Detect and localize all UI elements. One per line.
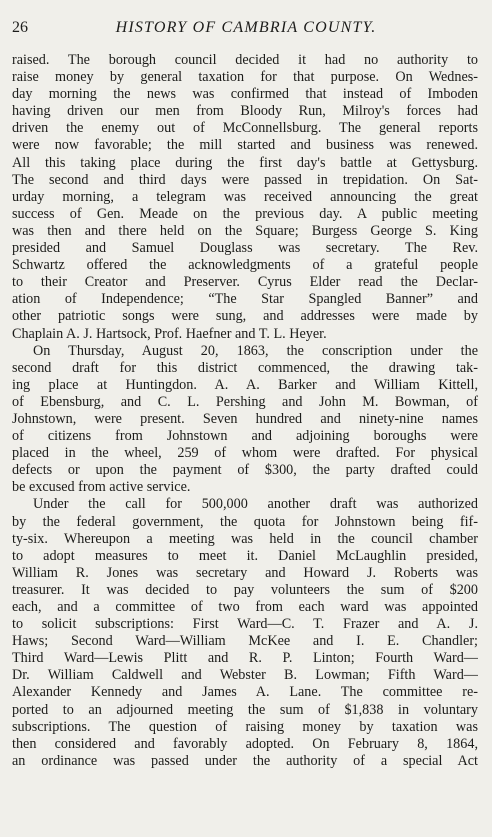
text-line: presided and Samuel Douglass was secretary. The Rev. <box>12 240 478 257</box>
text-line: ported to an adjourned meeting the sum of $1,838 in voluntary <box>12 701 478 718</box>
text-line: of Ebensburg, and C. L. Pershing and John M. Bowman, of <box>12 393 478 410</box>
text-line: an ordinance was passed under the authority of a special Act <box>12 752 478 769</box>
text-line: placed in the wheel, 259 of whom were drafted. For physical <box>12 445 478 462</box>
text-line: On Thursday, August 20, 1863, the conscription under the <box>33 342 478 359</box>
text-line: The second and third days were passed in trepidation. On Sat- <box>12 171 478 188</box>
text-line: each, and a committee of two from each ward was appointed <box>12 599 478 615</box>
text-line: ing place at Huntingdon. A. A. Barker and William Kittell, <box>12 376 478 393</box>
body-text <box>12 52 478 770</box>
text-line: to adopt measures to meet it. Daniel McLaughlin presided, <box>12 547 478 564</box>
text-line: All this taking place during the first day's battle at Gettysburg. <box>12 154 478 171</box>
text-line: second draft for this district commenced, the drawing tak- <box>12 359 478 376</box>
text-line: subscriptions. The question of raising money by taxation was <box>12 718 478 735</box>
text-line: Under the call for 500,000 another draft was authorized <box>33 496 478 513</box>
text-line: Chaplain A. J. Hartsock, Prof. Haefner and T. L. Heyer. <box>12 325 327 342</box>
text-line: was then and there held on the Square; Burgess George S. King <box>12 222 478 239</box>
paragraph-2 <box>12 343 478 497</box>
text-line: to their Creator and Preserver. Cyrus Elder read the Declar- <box>12 274 478 291</box>
text-line: Haws; Second Ward—William McKee and I. E. Chandler; <box>12 633 478 650</box>
paragraph-3 <box>12 496 478 770</box>
text-line: urday morning, a telegram was received announcing the great <box>12 188 478 205</box>
text-line: by the federal government, the quota for Johnstown being fif- <box>12 513 478 530</box>
text-line: were now favorable; the mill started and business was renewed. <box>12 137 478 154</box>
text-line: success of Gen. Meade on the previous day. A public meeting <box>12 205 478 222</box>
text-line: Schwartz offered the acknowledgments of a grateful people <box>12 257 478 274</box>
text-line: ation of Independence; “The Star Spangled Banner” and <box>12 291 478 308</box>
text-line: driven the enemy out of McConnellsburg. The general reports <box>12 120 478 137</box>
text-line: Third Ward—Lewis Plitt and R. P. Linton; Fourth Ward— <box>12 650 478 667</box>
text-line: Johnstown, were present. Seven hundred and ninety-nine names <box>12 410 478 427</box>
page-header <box>12 18 480 42</box>
paragraph-1 <box>12 52 478 343</box>
text-line: to solicit subscriptions: First Ward—C. T. Frazer and A. J. <box>12 616 478 633</box>
text-line: raised. The borough council decided it had no authority to <box>12 52 478 68</box>
text-line: of citizens from Johnstown and adjoining boroughs were <box>12 428 478 445</box>
page-number: 26 <box>12 19 28 36</box>
text-line: having driven our men from Bloody Run, Milroy's forces had <box>12 103 478 120</box>
text-line: William R. Jones was secretary and Howard J. Roberts was <box>12 564 478 581</box>
text-line: be excused from active service. <box>12 479 191 496</box>
text-line: day morning the news was confirmed that instead of Imboden <box>12 86 478 103</box>
text-line: ty-six. Whereupon a meeting was held in the council chamber <box>12 530 478 547</box>
text-line: other patriotic songs were sung, and addresses were made by <box>12 308 478 325</box>
text-line: Dr. William Caldwell and Webster B. Lowman; Fifth Ward— <box>12 667 478 684</box>
text-line: then considered and favorably adopted. On February 8, 1864, <box>12 735 478 752</box>
text-line: Alexander Kennedy and James A. Lane. The committee re- <box>12 684 478 701</box>
text-line: treasurer. It was decided to pay volunteers the sum of $200 <box>12 581 478 598</box>
text-line: raise money by general taxation for that purpose. On Wednes- <box>12 69 478 86</box>
running-title: HISTORY OF CAMBRIA COUNTY. <box>115 19 377 36</box>
text-line: defects or upon the payment of $300, the party drafted could <box>12 462 478 479</box>
